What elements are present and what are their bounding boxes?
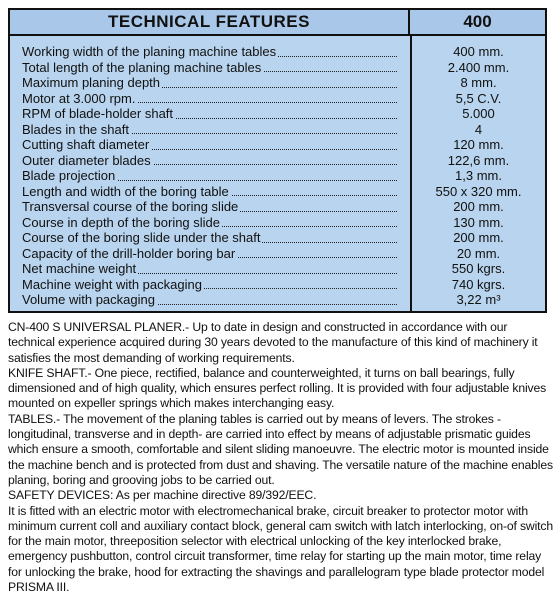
model-number: 400 [463,12,492,31]
spec-label-text: Total length of the planing machine tables [22,59,262,75]
spec-label-text: Blade projection [22,168,116,183]
table-row [10,230,545,246]
spec-label [22,137,397,153]
spec-label [22,277,397,293]
spec-label-text: Course of the boring slide under the shaft [22,230,261,245]
spec-label [22,91,397,107]
table-row [10,91,545,107]
description-text [8,320,553,595]
table-row [10,292,545,308]
paragraph-safety-devices: SAFETY DEVICES: As per machine directive 89/392/EEC. [8,488,317,503]
table-row [10,199,545,215]
spec-label-text: Capacity of the drill-holder boring bar [22,245,236,261]
spec-label [22,122,397,138]
table-row [10,122,545,138]
spec-value: 200 mm. [453,230,504,245]
spec-label-text: Course in depth of the boring slide [22,214,221,230]
spec-value: 550 kgrs. [451,261,506,276]
spec-value: 8 mm. [460,75,497,90]
spec-label [22,75,397,91]
spec-label [22,168,397,184]
spec-value: 1,3 mm. [455,168,502,183]
table-row [10,184,545,200]
paragraph-knife-shaft: KNIFE SHAFT.- One piece, rectified, balance and counterweighted, it turns on ball bearings, fully dimensioned and of high quality, which ensures perfect rolling. It is provided with four adjustable knives mounted on expeller springs which makes interchanging easy. [8,365,547,411]
spec-label-text: Volume with packaging [22,292,155,307]
spec-label-text: Working width of the planing machine tables [22,44,277,59]
spec-value: 122,6 mm. [447,152,510,168]
spec-label [22,153,397,169]
spec-label-text: Machine weight with packaging [22,276,202,292]
spec-label-text: RPM of blade-holder shaft [22,106,174,121]
spec-value: 4 [474,121,483,137]
spec-label-text: Outer diameter blades [22,152,151,168]
spec-label-text: Motor at 3.000 rpm. [22,90,136,106]
table-row [10,137,545,153]
spec-label-text: Blades in the shaft [22,121,129,137]
spec-label [22,199,397,215]
table-row [10,106,545,122]
table-row [10,246,545,262]
table-title: TECHNICAL FEATURES [10,10,410,34]
spec-label [22,44,397,60]
paragraph-tables: TABLES.- The movement of the planing tables is carried out by means of levers. The strokes -longitudinal, transverse and in depth- are carried into effect by means of adjustable prismatic guides which ensure a smooth, comfortable and silent sliding manoeuvre. The electric motor is mounted inside the machine bench and is protected from dust and shaving. The versatile nature of the machine enables planing, boring and grooving jobs to be carried out. [8,411,553,487]
table-row [10,75,545,91]
spec-value: 5.000 [462,106,495,121]
spec-label-text: Maximum planing depth [22,75,161,90]
table-row [10,277,545,293]
table-header [10,10,545,36]
spec-label [22,184,397,200]
spec-value: 200 mm. [453,199,504,214]
spec-label-text: Transversal course of the boring slide [22,199,239,214]
spec-label [22,261,397,277]
table-row [10,168,545,184]
table-row [10,261,545,277]
table-row [10,215,545,231]
spec-label-text: Net machine weight [22,261,137,276]
spec-value: 550 x 320 mm. [435,183,522,199]
spec-value: 20 mm. [456,245,501,261]
spec-value: 740 kgrs. [451,276,506,292]
spec-label [22,106,397,122]
spec-label-text: Length and width of the boring table [22,183,229,199]
spec-value: 120 mm. [453,137,504,152]
spec-label [22,215,397,231]
spec-value: 3,22 m³ [456,292,501,307]
spec-label [22,292,397,308]
paragraph-electrical-equipment: It is fitted with an electric motor with electromechanical brake, circuit breaker to protector motor with minimum current coll and auxiliary contact block, general cam switch with latch interlocking, on-of switch for the main motor, threeposition selector with electrical unlocking of the key interlocked brake, emergency pushbutton, control circuit transformer, time relay for starting up the main motor, time relay for unlocking the brake, hood for extracting the shavings and parallelogram type blade protector model PRISMA III. [8,503,553,595]
spec-label [22,246,397,262]
spec-value: 2.400 mm. [447,59,510,75]
spec-label [22,60,397,76]
spec-label [22,230,397,246]
spec-label-text: Cutting shaft diameter [22,137,150,152]
spec-value: 400 mm. [453,44,504,59]
spec-value: 130 mm. [453,214,504,230]
spec-rows [10,44,545,308]
paragraph-universal-planer: CN-400 S UNIVERSAL PLANER.- Up to date in design and constructed in accordance with our technical experience acquired during 30 years devoted to the manufacture of this kind of machinery it satisfies the most demanding of working requirements. [8,320,538,365]
table-row [10,44,545,60]
technical-features-table [8,8,547,313]
spec-value: 5,5 C.V. [455,90,502,106]
table-row [10,153,545,169]
table-row [10,60,545,76]
